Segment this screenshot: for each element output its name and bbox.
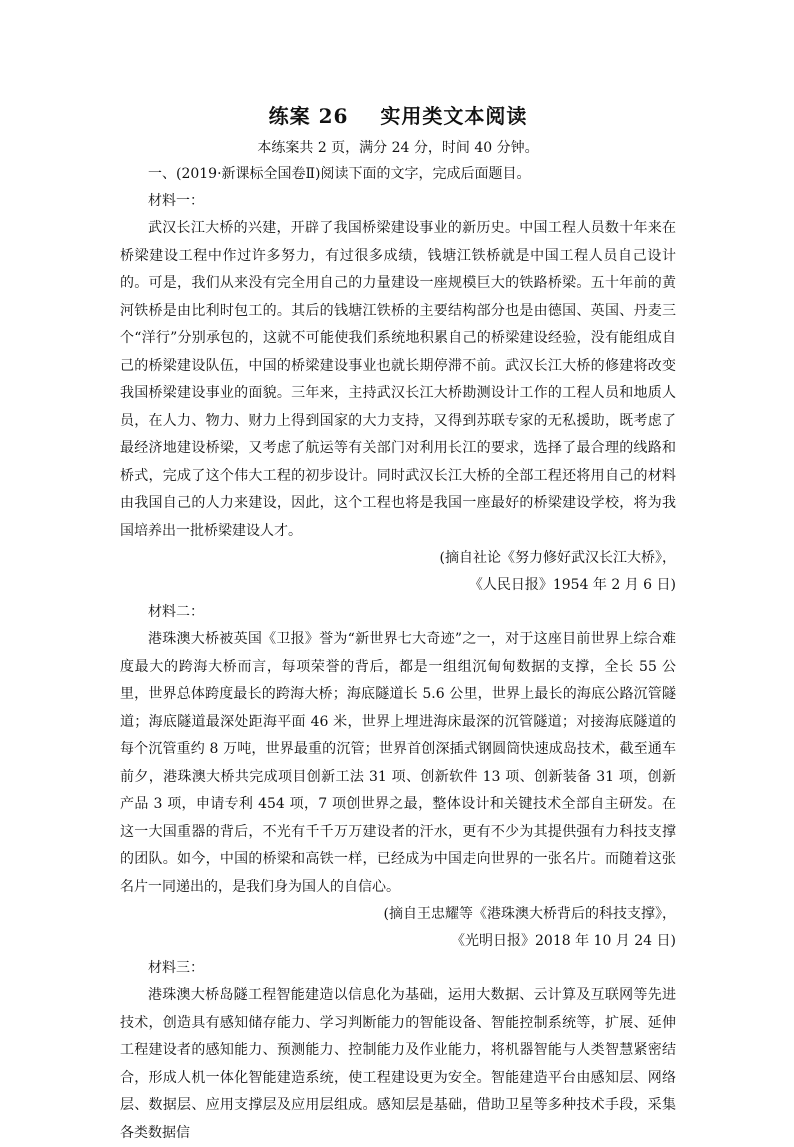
material-1-heading: 材料一： bbox=[148, 193, 204, 209]
material-2-heading: 材料二： bbox=[148, 604, 204, 620]
question-intro: 一、(2019·新课标全国卷Ⅱ)阅读下面的文字，完成后面题目。 bbox=[148, 166, 531, 182]
material-1-body: 武汉长江大桥的兴建，开辟了我国桥梁建设事业的新历史。中国工程人员数十年来在桥梁建设工程中作过许多努力，有过很多成绩，钱塘江铁桥就是中国工程人员自己设计的。可是，我们从来没有完全用自己的力量建设一座规模巨大的铁路桥梁。五十年前的黄河铁桥是由比利时包工的。其后的钱塘江铁桥的主要结构部分也是由德国、英国、丹麦三个“洋行”分别承包的，这就不可能使我们系统地积累自己的桥梁建设经验，没有能组成自己的桥梁建设队伍，中国的桥梁建设事业也就长期停滞不前。武汉长江大桥的修建将改变我国桥梁建设事业的面貌。三年来，主持武汉长江大桥勘测设计工作的工程人员和地质人员，在人力、物力、财力上得到国家的大力支持，又得到苏联专家的无私援助，既考虑了最经济地建设桥梁，又考虑了航运等有关部门对利用长江的要求，选择了最合理的线路和桥式，完成了这个伟大工程的初步设计。同时武汉长江大桥的全部工程还将用自己的材料由我国自己的人力来建设，因此，这个工程也将是我国一座最好的桥梁建设学校，将为我国培养出一批桥梁建设人才。 bbox=[120, 220, 676, 539]
material-3-body: 港珠澳大桥岛隧工程智能建造以信息化为基础，运用大数据、云计算及互联网等先进技术，创造具有感知储存能力、学习判断能力的智能设备、智能控制系统等，扩展、延伸工程建设者的感知能力、预测能力、控制能力及作业能力，将机器智能与人类智慧紧密结合，形成人机一体化智能建造系统，使工程建设更为安全。智能建造平台由感知层、网络层、数据层、应用支撑层及应用层组成。感知层是基础，借助卫星等多种技术手段，采集各类数据信 bbox=[120, 987, 676, 1141]
document-page bbox=[120, 90, 676, 1147]
material-1-source-line1: (摘自社论《努力修好武汉长江大桥》， bbox=[439, 550, 676, 566]
page-subtitle: 本练案共 2 页，满分 24 分，时间 40 分钟。 bbox=[257, 140, 539, 156]
material-2-source-line1: (摘自王忠耀等《港珠澳大桥背后的科技支撑》， bbox=[383, 906, 676, 922]
material-2-body: 港珠澳大桥被英国《卫报》誉为“新世界七大奇迹”之一，对于这座目前世界上综合难度最大的跨海大桥而言，每项荣誉的背后，都是一组组沉甸甸数据的支撑，全长 55 公里，世界总体跨度最长的跨海大桥；海底隧道长 5.6 公里，世界上最长的海底公路沉管隧道；海底隧道最深处距海平面 46 米，世界上埋进海床最深的沉管隧道；对接海底隧道的每个沉管重约 8 万吨，世界最重的沉管；世界首创深插式钢圆筒快速成岛技术，截至通车前夕，港珠澳大桥共完成项目创新工法 31 项、创新软件 13 项、创新装备 31 项，创新产品 3 项，申请专利 454 项，7 项创世界之最，整体设计和关键技术全部自主研发。在这一大国重器的背后，不光有千千万万建设者的汗水，更有不少为其提供强有力科技支撑的团队。如今，中国的桥梁和高铁一样，已经成为中国走向世界的一张名片。而随着这张名片一同递出的，是我们身为国人的自信心。 bbox=[120, 631, 676, 895]
material-1-source-line2: 《人民日报》1954 年 2 月 6 日) bbox=[468, 577, 676, 593]
page-title: 练案 26 实用类文本阅读 bbox=[268, 104, 528, 128]
material-3-heading: 材料三： bbox=[148, 960, 204, 976]
material-2-source-line2: 《光明日报》2018 年 10 月 24 日) bbox=[451, 933, 676, 949]
